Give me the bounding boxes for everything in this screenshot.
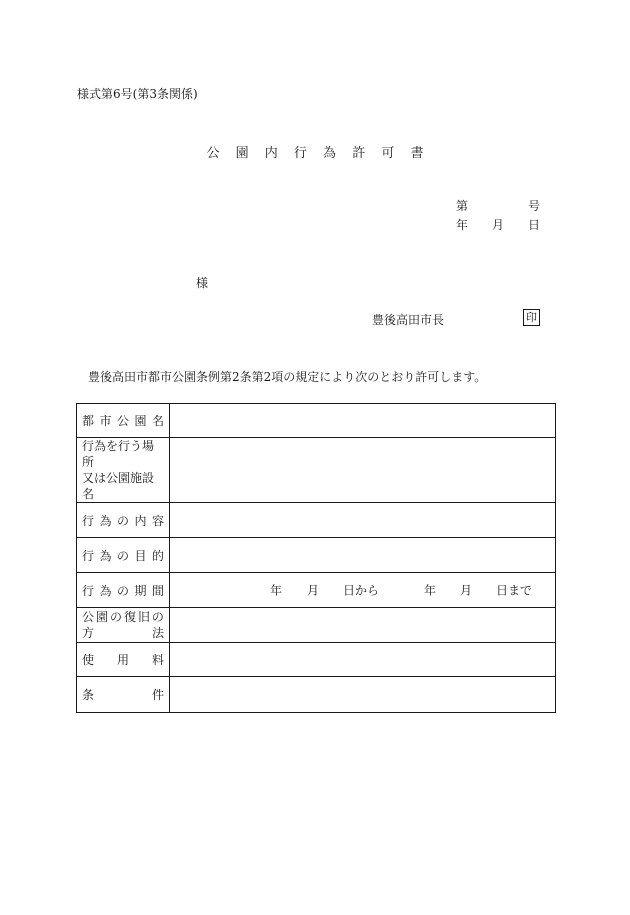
label-activity-place [77,438,170,503]
label-activity-purpose [77,538,170,573]
spread-label [82,686,164,703]
number-suffix: 号 [528,199,541,213]
label-char: 園 [134,414,147,428]
label-char: 件 [151,688,164,702]
table-row [77,608,556,643]
date-month: 月 [492,218,505,232]
label-char: 行 [82,583,95,598]
label-char: の [116,513,129,528]
label-char: 名 [151,414,164,428]
label-char: の [116,548,129,563]
label-char: 料 [151,653,164,667]
date-year: 年 [456,218,469,232]
label-char: 為 [99,548,112,563]
value-activity-content[interactable] [170,503,556,538]
label-char: の [116,583,129,598]
label-char: 旧 [137,610,150,624]
label-char: 方 [82,626,95,640]
label-char: 法 [151,626,164,640]
seal-mark: 印 [523,309,540,326]
label-char: 公 [116,414,129,428]
label-char: の [109,610,122,624]
label-line-1 [82,609,164,625]
number-prefix: 第 [456,199,469,213]
spread-label [82,512,164,529]
document-title: 公 園 内 行 為 許 可 書 [206,146,430,161]
label-char: の [151,610,164,624]
label-char: 行 [82,513,95,528]
permit-statement: 豊後高田市都市公園条例第2条第2項の規定により次のとおり許可します。 [88,370,487,384]
table-row [77,573,556,608]
value-restoration-method[interactable] [170,608,556,643]
label-restoration-method [77,608,170,643]
addressee-honorific: 様 [196,276,209,290]
label-char: 的 [151,548,164,563]
label-line-2 [82,625,164,641]
period-fields [170,573,555,607]
period-end-day: 日まで [496,583,533,598]
label-char: 内 [134,513,147,528]
label-activity-period [77,573,170,608]
table-row [77,538,556,573]
period-end-year: 年 [424,583,437,598]
value-conditions[interactable] [170,677,556,713]
permit-details-table [76,403,556,713]
spread-label [82,547,164,564]
label-conditions [77,677,170,713]
table-row [77,677,556,713]
label-char: 公 [82,610,95,624]
value-usage-fee[interactable] [170,643,556,677]
label-char: 行 [82,548,95,563]
label-line-1: 行為を行う場所 [82,439,155,469]
label-activity-content [77,503,170,538]
label-char: 条 [82,688,95,702]
table-row [77,438,556,503]
label-char: 園 [95,610,108,624]
label-char: 期 [134,583,147,598]
label-usage-fee [77,643,170,677]
spread-label [82,651,164,668]
issuer-name: 豊後高田市長 [372,313,445,327]
table-row [77,503,556,538]
table-row [77,643,556,677]
label-char: 復 [123,610,136,624]
period-start-day: 日から [343,583,380,598]
label-char: 為 [99,583,112,598]
spread-label [82,412,164,429]
label-char: 都 [82,414,95,428]
form-number: 様式第6号(第3条関係) [77,87,198,101]
label-line-2: 又は公園施設名 [82,471,155,501]
label-char: 使 [82,653,95,667]
period-start-month: 月 [307,583,320,598]
value-activity-place[interactable] [170,438,556,503]
value-park-name[interactable] [170,404,556,438]
table-row [77,404,556,438]
label-char: 為 [99,513,112,528]
label-char: 間 [151,583,164,598]
value-activity-period[interactable] [170,573,556,608]
label-char: 市 [99,414,112,428]
label-char: 容 [151,513,164,528]
label-char: 目 [134,548,147,563]
label-char: 用 [116,653,129,667]
value-activity-purpose[interactable] [170,538,556,573]
period-end-month: 月 [460,583,473,598]
date-day: 日 [528,218,541,232]
period-start-year: 年 [270,583,283,598]
label-park-name [77,404,170,438]
spread-label [82,582,164,599]
